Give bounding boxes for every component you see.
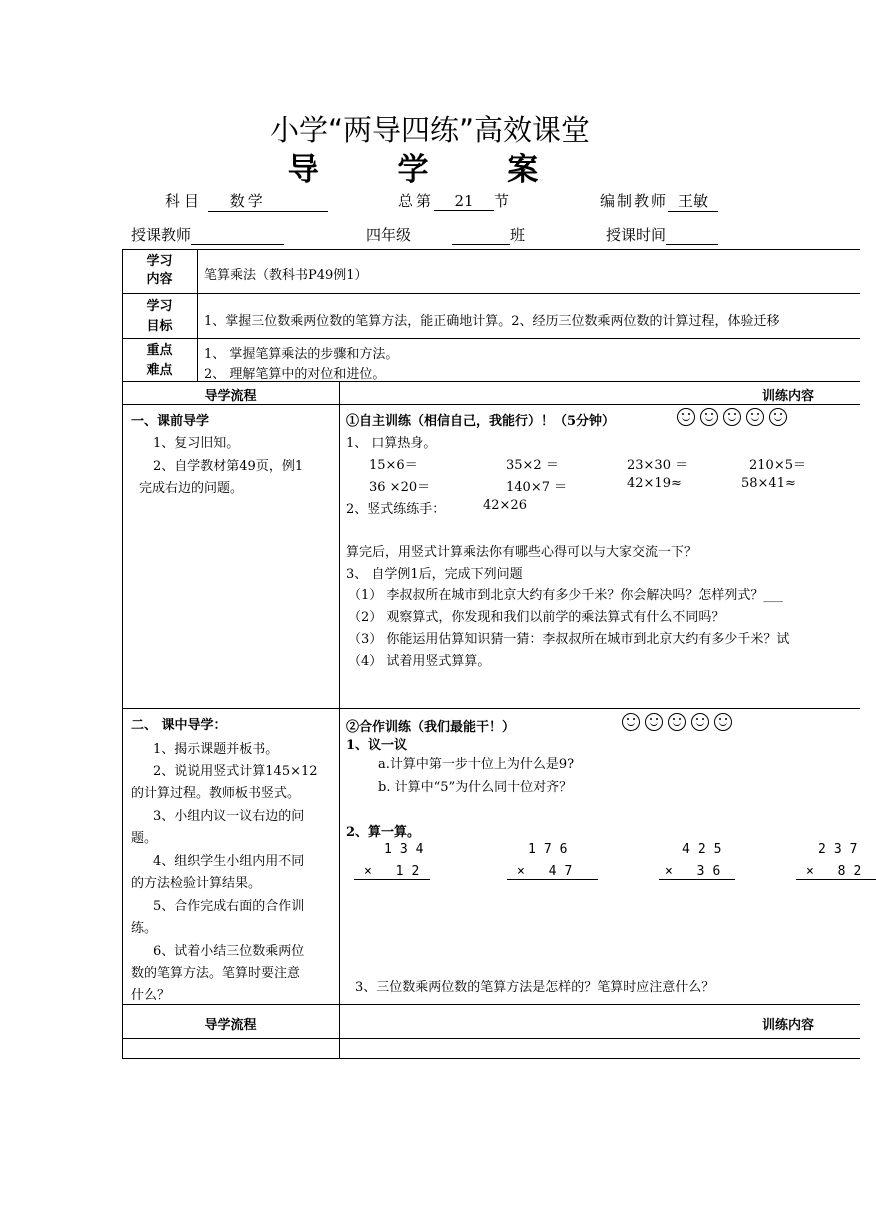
in-class-item-2-cont: 的计算过程。教师板书竖式。 [131,786,301,801]
in-class-item-1: 1、揭示课题并板书。 [153,742,279,757]
editor-name: 王敏 [668,190,718,212]
calc-item: 23×30 ＝ [627,458,689,473]
in-class-item-6-cont: 数的笔算方法。笔算时要注意 [131,966,301,981]
in-class-item-6: 6、试着小结三位数乘两位 [153,944,305,959]
smiley-face-icon [746,408,764,426]
subject-field [165,190,328,212]
in-class-item-6-cont2: 什么？ [131,988,171,1003]
sub-question-2: （2） 观察算式，你发现和我们以前学的乘法算式有什么不同吗？ [348,610,725,625]
pre-class-item-2-cont: 完成右边的问题。 [139,481,244,496]
pre-class-item-1: 1、复习旧知。 [153,436,240,451]
subject-value: 数学 [208,190,328,212]
problem-bottom: × 47 [507,864,598,880]
smiley-face-icon [723,408,741,426]
editor-field: 编制教师 王敏 [600,190,718,212]
smiley-face-icon [691,713,709,731]
smiley-face-icon [769,408,787,426]
training-header: 训练内容 [762,389,815,404]
in-class-item-4-cont: 的方法检验计算结果。 [131,876,262,891]
calc-item: 210×5＝ [749,458,806,473]
calc-item: 35×2 ＝ [506,458,559,473]
example-question: 3、 自学例1后，完成下列问题 [346,567,523,582]
pre-class-item-2: 2、自学教材第49页，例1 [153,459,304,474]
time-field: 授课时间 [606,224,718,245]
key-row-label: 重点 难点 [146,343,173,378]
content-value: 笔算乘法（教科书P49例1） [204,268,368,283]
goal-value: 1、掌握三位数乘两位数的笔算方法，能正确地计算。2、经历三位数乘两位数的计算过程，体验迁移 [204,314,780,329]
discuss-question-a: a.计算中第一步十位上为什么是9? [378,757,575,772]
in-class-item-5-cont: 练。 [131,921,158,936]
method-question: 3、三位数乘两位数的笔算方法是怎样的？笔算时应注意什么？ [355,980,715,995]
smiley-face-icon [714,713,732,731]
grade-label: 四年级 [366,226,412,244]
pre-class-heading: 一、课前导学 [131,414,210,429]
coop-training-heading: ②合作训练（我们最能干！） [346,720,516,735]
sub-question-4: （4） 试着用竖式算算。 [348,654,491,669]
lesson-number: 21 [434,192,494,211]
key-item-2: 2、 理解笔算中的对位和进位。 [204,367,386,382]
calc-item: 42×19≈ [627,476,682,491]
calc-section-heading: 2、算一算。 [346,825,421,840]
in-class-item-2: 2、说说用竖式计算145×12 [153,764,318,779]
in-class-item-4: 4、组织学生小组内用不同 [153,854,305,869]
vertical-calc-label: 2、竖式练练手： [346,502,446,517]
problem-top: 134 [384,842,432,857]
lesson-number-field: 总第 21 节 [398,192,510,210]
smiley-group-1 [677,408,792,426]
smiley-face-icon [622,713,640,731]
in-class-item-3: 3、小组内议一议右边的问 [153,809,305,824]
subject-label: 科目 [165,192,204,210]
smiley-group-2 [622,713,737,731]
page-title: 小学“两导四练”高效课堂 [269,113,591,147]
problem-bottom: × 12 [354,864,430,880]
calc-item: 58×41≈ [741,476,796,491]
smiley-face-icon [645,713,663,731]
discuss-heading: 1、议一议 [346,738,408,753]
smiley-face-icon [677,408,695,426]
smiley-face-icon [700,408,718,426]
problem-bottom: × 36 [659,864,735,880]
calc-item: 140×7 ＝ [506,480,568,495]
reflection-question: 算完后，用竖式计算乘法你有哪些心得可以与大家交流一下？ [346,545,698,560]
problem-top: 425 [682,842,730,857]
problem-top: 237 [818,842,866,857]
in-class-heading: 二、 课中导学： [131,718,227,733]
in-class-item-5: 5、合作完成右面的合作训 [153,899,305,914]
goal-row-label: 学习 目标 [146,299,173,334]
flow-header-2: 导学流程 [204,1018,257,1033]
calc-item: 15×6＝ [369,458,418,473]
in-class-item-3-cont: 题。 [131,831,158,846]
calc-item: 36 ×20＝ [369,480,431,495]
sub-question-3: （3） 你能运用估算知识猜一猜：李叔叔所在城市到北京大约有多少千米？试 [348,632,790,647]
flow-header: 导学流程 [204,389,257,404]
problem-bottom: × 82 [796,864,860,880]
page-subtitle: 导 学 案 [287,152,573,188]
training-header-2: 训练内容 [762,1018,815,1033]
class-field: 班 [452,224,525,245]
problem-top: 176 [528,842,576,857]
key-item-1: 1、 掌握笔算乘法的步骤和方法。 [204,347,399,362]
vertical-calc-expression: 42×26 [483,498,527,513]
self-training-heading: ①自主训练（相信自己，我能行）！（5分钟） [346,414,616,429]
teacher-field: 授课教师 [131,224,284,245]
sub-question-1: （1） 李叔叔所在城市到北京大约有多少千米？你会解决吗？怎样列式？___ [348,588,783,603]
smiley-face-icon [668,713,686,731]
warmup-question: 1、 口算热身。 [346,436,437,451]
content-row-label: 学习 内容 [146,254,173,287]
discuss-question-b: b. 计算中“5”为什么同十位对齐？ [378,780,573,795]
